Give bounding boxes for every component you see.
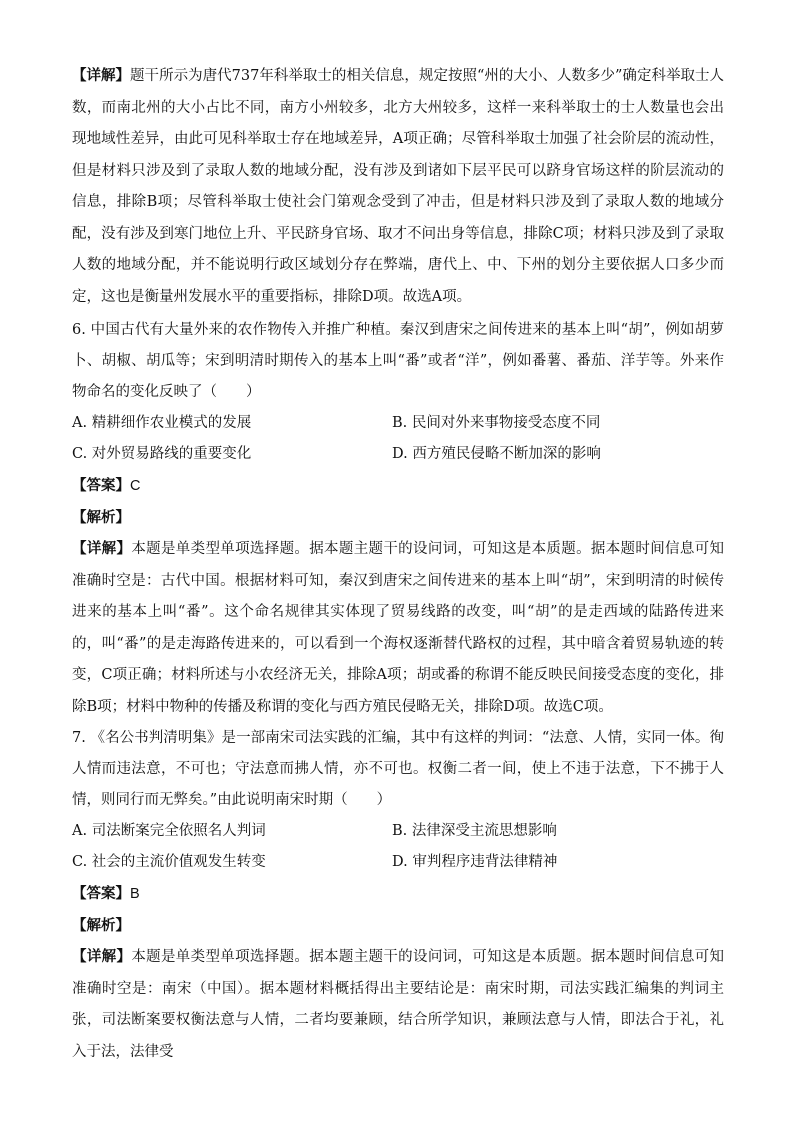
q5-detail-paragraph xyxy=(72,60,724,313)
answer-value: C xyxy=(130,478,141,494)
answer-value: B xyxy=(130,886,140,902)
detail-tag: 【详解】 xyxy=(72,67,131,84)
detail-text: 本题是单类型单项选择题。据本题主题干的设问词，可知这是本质题。据本题时间信息可知准确时空是：古代中国。根据材料可知，秦汉到唐宋之间传进来的基本上叫“胡”，宋到明清的时候传进来的基本上叫“番”。这个命名规律其实体现了贸易线路的改变，叫“胡”的是走西域的陆路传进来的，叫“番”的是走海路传进来的，可以看到一个海权逐渐替代路权的过程，其中暗含着贸易轨迹的转变，C项正确；材料所述与小农经济无关，排除A项；胡或番的称谓不能反映民间接受态度的变化，排除B项；材料中物种的传播及称谓的变化与西方殖民侵略无关，排除D项。故选C项。 xyxy=(72,541,725,715)
document-page xyxy=(72,60,724,1068)
answer-tag: 【答案】 xyxy=(72,885,130,902)
question-7-answer xyxy=(72,878,724,910)
option-b: B. 法律深受主流思想影响 xyxy=(392,823,557,839)
detail-tag: 【详解】 xyxy=(72,948,132,965)
question-6-stem: 6. 中国古代有大量外来的农作物传入并推广种植。秦汉到唐宋之间传进来的基本上叫“胡”，例如胡萝卜、胡椒、胡瓜等；宋到明清时期传入的基本上叫“番”或者“洋”，例如番薯、番茄、洋芋等。外来作物命名的变化反映了（ ） xyxy=(72,322,724,400)
option-b: B. 民间对外来事物接受态度不同 xyxy=(392,415,601,431)
question-7-analysis-heading: 【解析】 xyxy=(72,917,130,934)
detail-tag: 【详解】 xyxy=(72,540,132,557)
question-6-options xyxy=(72,408,724,470)
option-c: C. 对外贸易路线的重要变化 xyxy=(72,446,252,462)
question-6-analysis-heading: 【解析】 xyxy=(72,509,130,526)
option-a: A. 精耕细作农业模式的发展 xyxy=(72,415,252,431)
question-7-detail xyxy=(72,941,724,1068)
option-d: D. 西方殖民侵略不断加深的影响 xyxy=(392,446,601,462)
option-a: A. 司法断案完全依照名人判词 xyxy=(72,823,266,839)
question-7-stem: 7. 《名公书判清明集》是一部南宋司法实践的汇编，其中有这样的判词：“法意、人情，实同一体。徇人情而违法意，不可也；守法意而拂人情，亦不可也。权衡二者一间，使上不违于法意，下不拂于人情，则同行而无弊矣。”由此说明南宋时期（ ） xyxy=(72,730,724,808)
option-c: C. 社会的主流价值观发生转变 xyxy=(72,854,266,870)
question-6-answer xyxy=(72,470,724,502)
detail-text: 本题是单类型单项选择题。据本题主题干的设问词，可知这是本质题。据本题时间信息可知准确时空是：南宋（中国）。据本题材料概括得出主要结论是：南宋时期，司法实践汇编集的判词主张，司法断案要权衡法意与人情，二者均要兼顾，结合所学知识，兼顾法意与人情，即法合于礼，礼入于法，法律受 xyxy=(72,949,725,1060)
answer-tag: 【答案】 xyxy=(72,477,130,494)
detail-text: 题干所示为唐代737年科举取士的相关信息，规定按照“州的大小、人数多少”确定科举取士人数，而南北州的大小占比不同，南方小州较多，北方大州较多，这样一来科举取士的士人数量也会出现地域性差异，由此可见科举取士存在地域差异，A项正确；尽管科举取士加强了社会阶层的流动性，但是材料只涉及到了录取人数的地域分配，没有涉及到诸如下层平民可以跻身官场这样的阶层流动的信息，排除B项；尽管科举取士使社会门第观念受到了冲击，但是材料只涉及到了录取人数的地域分配，没有涉及到寒门地位上升、平民跻身官场、取才不问出身等信息，排除C项；材料只涉及到了录取人数的地域分配，并不能说明行政区域划分存在弊端，唐代上、中、下州的划分主要依据人口多少而定，这也是衡量州发展水平的重要指标，排除D项。故选A项。 xyxy=(72,68,724,305)
option-d: D. 审判程序违背法律精神 xyxy=(392,854,558,870)
question-7-options xyxy=(72,816,724,878)
question-6-detail xyxy=(72,533,724,723)
